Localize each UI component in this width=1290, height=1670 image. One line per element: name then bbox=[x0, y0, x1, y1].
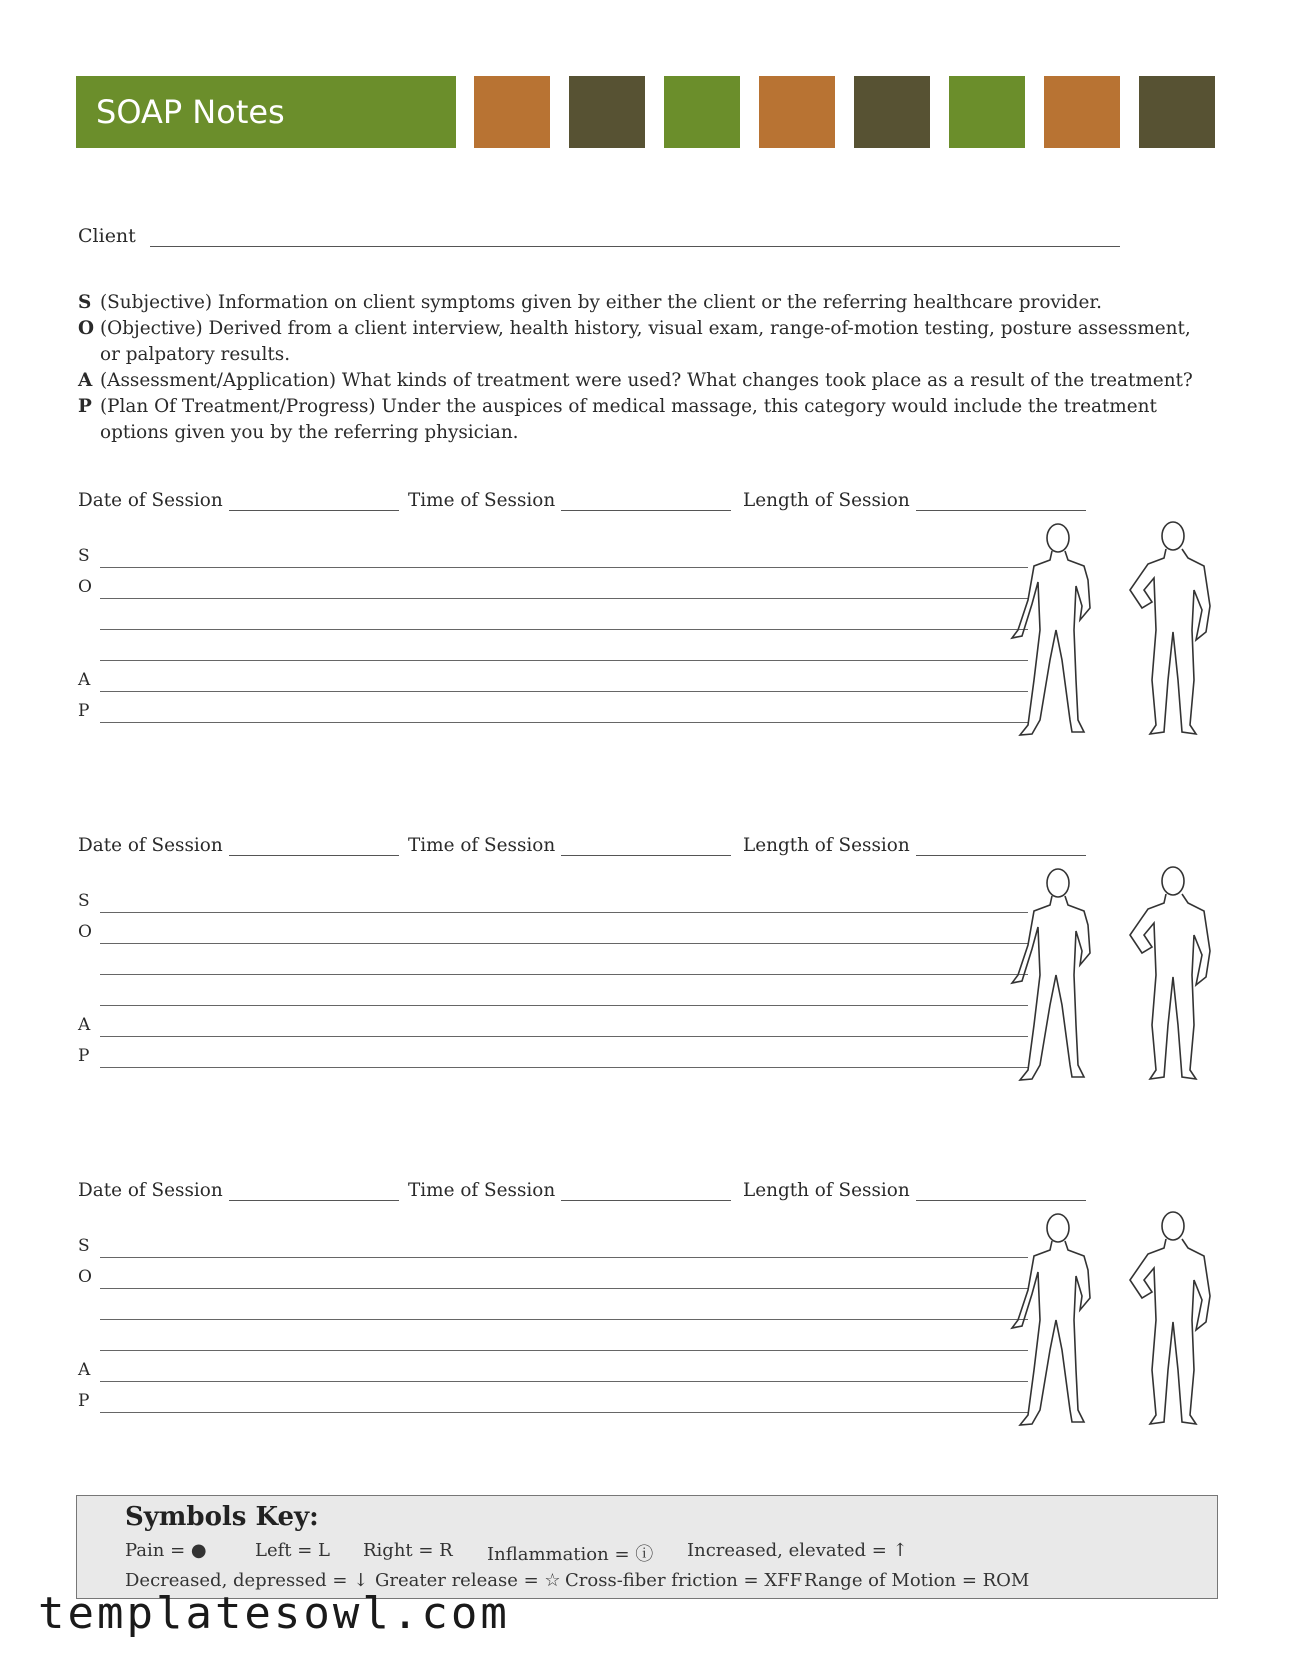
color-swatch bbox=[664, 76, 740, 148]
key-item-greater-release: Greater release = ☆ bbox=[375, 1570, 561, 1591]
key-item-increased: Increased, elevated = ↑ bbox=[687, 1540, 908, 1561]
session-block bbox=[78, 1180, 1218, 1410]
definition-a: A (Assessment/Application) What kinds of treatment were used? What changes took place as a result of the treatment? bbox=[78, 370, 1193, 391]
p-line[interactable]: P bbox=[78, 1391, 1028, 1413]
symbols-key bbox=[76, 1495, 1218, 1599]
key-item-left: Left = L bbox=[255, 1540, 330, 1561]
o-line[interactable]: O bbox=[78, 577, 1028, 599]
a-line[interactable]: A bbox=[78, 1015, 1028, 1037]
o-line-cont[interactable] bbox=[78, 1298, 1028, 1320]
length-of-session-field[interactable]: Length of Session bbox=[743, 835, 1086, 856]
p-line[interactable]: P bbox=[78, 701, 1028, 723]
definition-o: O (Objective) Derived from a client interview, health history, visual exam, range-of-motion testing, posture assessment, or palpatory results. bbox=[78, 318, 1191, 365]
key-item-decreased: Decreased, depressed = ↓ bbox=[125, 1570, 369, 1591]
o-line-cont[interactable] bbox=[78, 953, 1028, 975]
body-diagram-icon bbox=[998, 1210, 1218, 1440]
s-line[interactable]: S bbox=[78, 891, 1028, 913]
time-of-session-field[interactable]: Time of Session bbox=[408, 490, 731, 511]
page-title: SOAP Notes bbox=[76, 76, 456, 148]
symbols-key-title: Symbols Key: bbox=[125, 1502, 319, 1532]
s-line[interactable]: S bbox=[78, 1236, 1028, 1258]
length-of-session-field[interactable]: Length of Session bbox=[743, 1180, 1086, 1201]
time-of-session-field[interactable]: Time of Session bbox=[408, 835, 731, 856]
color-swatch bbox=[569, 76, 645, 148]
session-block bbox=[78, 490, 1218, 720]
o-line-cont[interactable] bbox=[78, 1329, 1028, 1351]
color-swatch bbox=[474, 76, 550, 148]
o-line-cont[interactable] bbox=[78, 639, 1028, 661]
definition-p: P (Plan Of Treatment/Progress) Under the auspices of medical massage, this category would include the treatment options given you by the referring physician. bbox=[78, 396, 1157, 443]
definition-s: S (Subjective) Information on client symptoms given by either the client or the referring healthcare provider. bbox=[78, 292, 1102, 313]
a-line[interactable]: A bbox=[78, 1360, 1028, 1382]
date-of-session-field[interactable]: Date of Session bbox=[78, 490, 399, 511]
date-of-session-field[interactable]: Date of Session bbox=[78, 1180, 399, 1201]
color-swatch bbox=[1044, 76, 1120, 148]
header-bar bbox=[76, 76, 1216, 148]
o-line-cont[interactable] bbox=[78, 984, 1028, 1006]
key-item-right: Right = R bbox=[363, 1540, 453, 1561]
client-field[interactable] bbox=[78, 224, 1120, 247]
client-label: Client bbox=[78, 225, 136, 247]
client-input-line[interactable] bbox=[150, 224, 1120, 247]
s-line[interactable]: S bbox=[78, 546, 1028, 568]
watermark: templatesowl.com bbox=[38, 1588, 510, 1639]
length-of-session-field[interactable]: Length of Session bbox=[743, 490, 1086, 511]
o-line-cont[interactable] bbox=[78, 608, 1028, 630]
body-diagram-icon bbox=[998, 520, 1218, 750]
session-block bbox=[78, 835, 1218, 1065]
color-swatch bbox=[949, 76, 1025, 148]
o-line[interactable]: O bbox=[78, 922, 1028, 944]
date-of-session-field[interactable]: Date of Session bbox=[78, 835, 399, 856]
p-line[interactable]: P bbox=[78, 1046, 1028, 1068]
color-swatch bbox=[1139, 76, 1215, 148]
key-item-pain: Pain = ● bbox=[125, 1540, 207, 1561]
soap-definitions bbox=[78, 290, 1208, 446]
key-item-cross-fiber: Cross-fiber friction = XFF bbox=[565, 1570, 803, 1591]
body-diagram-icon bbox=[998, 865, 1218, 1095]
key-item-range-of-motion: Range of Motion = ROM bbox=[804, 1570, 1030, 1591]
key-item-inflammation: Inflammation = ⓘ bbox=[487, 1544, 654, 1565]
color-swatch bbox=[759, 76, 835, 148]
a-line[interactable]: A bbox=[78, 670, 1028, 692]
time-of-session-field[interactable]: Time of Session bbox=[408, 1180, 731, 1201]
color-swatch bbox=[854, 76, 930, 148]
o-line[interactable]: O bbox=[78, 1267, 1028, 1289]
